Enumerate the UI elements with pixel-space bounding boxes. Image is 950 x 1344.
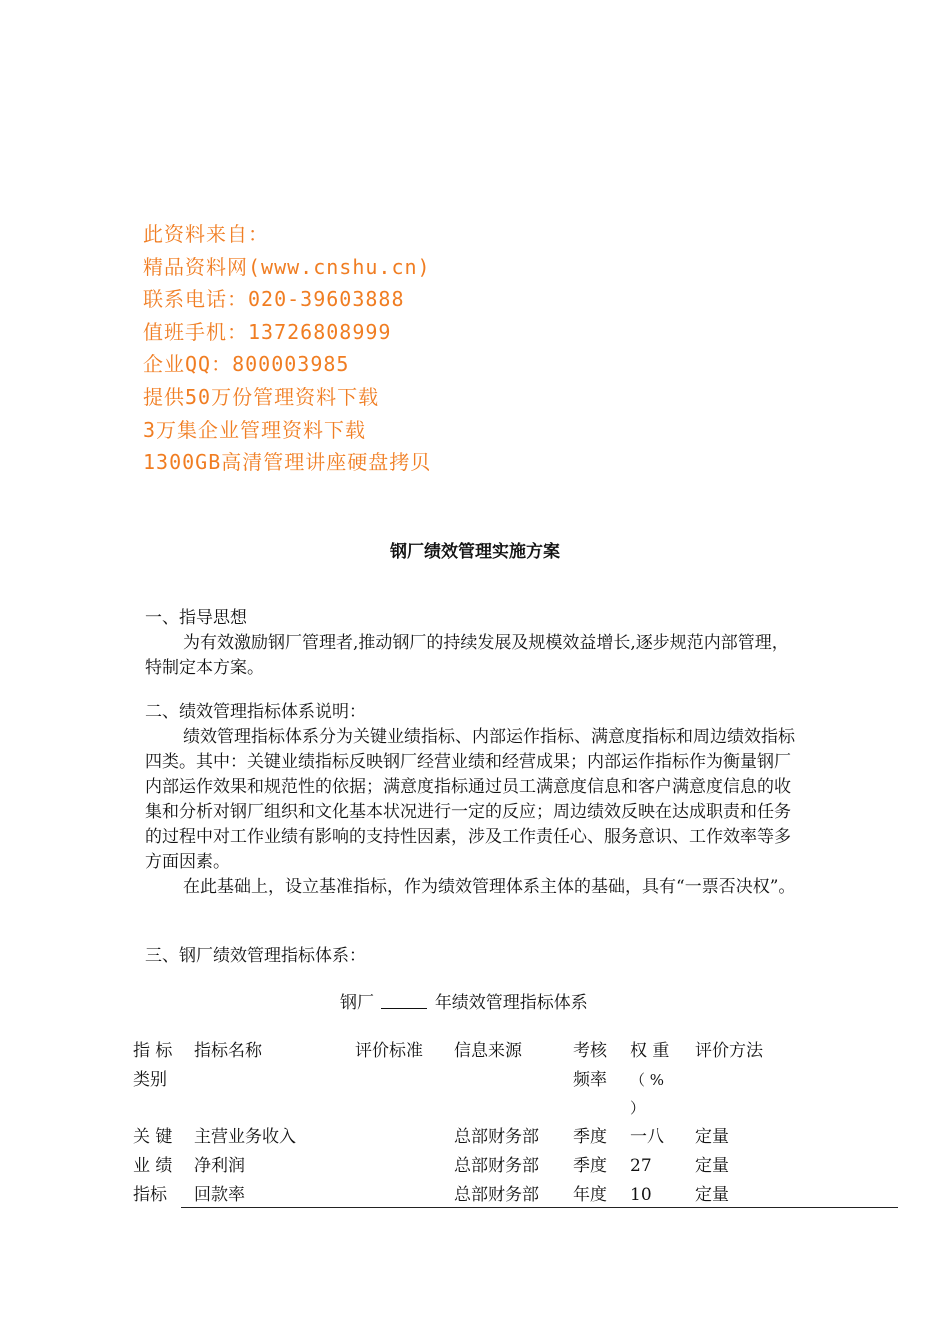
header-frequency-line1: 考核 (573, 1041, 607, 1061)
header-name: 指标名称 (194, 1041, 262, 1061)
advert-line: 1300GB高清管理讲座硬盘拷贝 (143, 450, 432, 475)
row-source: 总部财务部 (454, 1156, 539, 1176)
source-advert (143, 218, 431, 479)
table-title-suffix: 年绩效管理指标体系 (434, 993, 588, 1013)
section-heading: 一、指导思想 (145, 608, 247, 628)
row-method: 定量 (695, 1156, 729, 1176)
header-method: 评价方法 (695, 1041, 763, 1061)
category-line: 业 绩 (133, 1156, 173, 1176)
row-source: 总部财务部 (454, 1127, 539, 1147)
advert-line-mobile: 值班手机：13726808999 (143, 319, 392, 344)
category-line: 指标 (133, 1185, 167, 1205)
advert-line-phone: 联系电话：020-39603888 (143, 287, 405, 312)
row-weight: 27 (630, 1156, 652, 1176)
row-frequency: 季度 (573, 1127, 607, 1147)
row-frequency: 年度 (573, 1185, 607, 1205)
advert-line: 3万集企业管理资料下载 (143, 417, 367, 442)
table-title (340, 988, 588, 1013)
header-category-line1: 指 标 (133, 1041, 173, 1061)
section-indicator-system-description (145, 700, 805, 900)
section-indicator-system (145, 944, 805, 969)
header-source: 信息来源 (454, 1041, 522, 1061)
row-name: 回款率 (194, 1185, 245, 1205)
section-heading: 二、绩效管理指标体系说明： (145, 702, 366, 722)
year-blank (381, 992, 427, 1009)
header-weight-line1: 权 重 (630, 1041, 670, 1061)
header-frequency-line2: 频率 (573, 1070, 607, 1090)
section-body: 为有效激励钢厂管理者,推动钢厂的持续发展及规模效益增长,逐步规范内部管理，特制定本方案。 (145, 633, 789, 678)
row-frequency: 季度 (573, 1156, 607, 1176)
row-name: 主营业务收入 (194, 1127, 296, 1147)
header-category-line2: 类别 (133, 1070, 167, 1090)
header-standard: 评价标准 (355, 1041, 423, 1061)
document-title: 钢厂绩效管理实施方案 (390, 542, 560, 562)
row-weight: 10 (630, 1185, 652, 1205)
section-guiding-ideology (145, 606, 805, 681)
header-weight-line3: ） (630, 1099, 646, 1117)
advert-line: 此资料来自： (143, 222, 269, 246)
section-body: 在此基础上，设立基准指标，作为绩效管理体系主体的基础，具有“一票否决权”。 (183, 877, 796, 897)
section-heading: 三、钢厂绩效管理指标体系： (145, 946, 366, 966)
advert-line-website: 精品资料网(www.cnshu.cn) (143, 254, 431, 279)
section-body: 绩效管理指标体系分为关键业绩指标、内部运作指标、满意度指标和周边绩效指标四类。其中：关键业绩指标反映钢厂经营业绩和经营成果；内部运作指标作为衡量钢厂内部运作效果和规范性的依据；满意度指标通过员工满意度信息和客户满意度信息的收集和分析对钢厂组织和文化基本状况进行一定的反应；周边绩效反映在达成职责和任务的过程中对工作业绩有影响的支持性因素，涉及工作责任心、服务意识、工作效率等多方面因素。 (145, 727, 795, 872)
row-method: 定量 (695, 1185, 729, 1205)
advert-line-qq: 企业QQ：800003985 (143, 352, 350, 377)
table-divider (181, 1207, 898, 1208)
row-method: 定量 (695, 1127, 729, 1147)
table-title-prefix: 钢厂 (340, 993, 374, 1013)
advert-line: 提供50万份管理资料下载 (143, 384, 380, 409)
category-line: 关 键 (133, 1127, 173, 1147)
row-source: 总部财务部 (454, 1185, 539, 1205)
row-weight: 一八 (630, 1127, 664, 1147)
row-name: 净利润 (194, 1156, 245, 1176)
header-weight-line2: （ % (630, 1071, 665, 1089)
